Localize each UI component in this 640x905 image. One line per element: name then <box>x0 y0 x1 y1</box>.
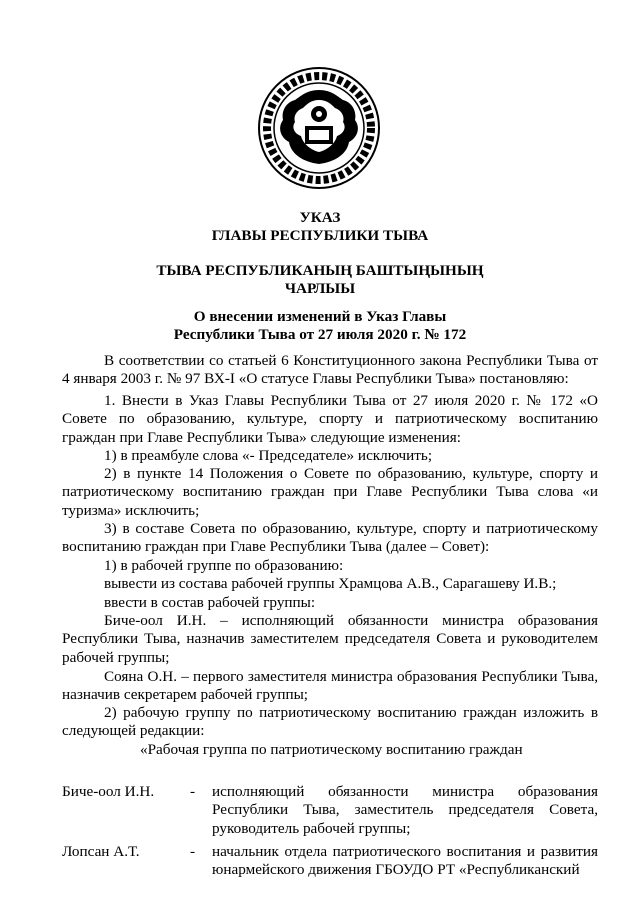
subitem-1-member-1-paragraph: Биче-оол И.Н. – исполняющий обязанности министра образования Республики Тыва, назначив заместителем председателя Совета и руководителем рабочей группы; <box>62 612 598 666</box>
preamble-paragraph: В соответствии со статьей 6 Конституционного закона Республики Тыва от 4 января 2003 г. № 97 ВХ-I «О статусе Главы Республики Тыва» постановляю: <box>62 352 598 388</box>
item-1-2-paragraph: 2) в пункте 14 Положения о Совете по образованию, культуре, спорту и патриотическому воспитанию граждан при Главе Республики Тыва слова «и туризма» исключить; <box>62 465 598 519</box>
subitem-2-paragraph: 2) рабочую группу по патриотическому воспитанию граждан изложить в следующей редакции: <box>62 704 598 740</box>
group-title: «Рабочая группа по патриотическому воспитанию граждан <box>140 741 523 758</box>
decree-issuer: ГЛАВЫ РЕСПУБЛИКИ ТЫВА <box>211 227 429 244</box>
subitem-1-remove-paragraph: вывести из состава рабочей группы Храмцова А.В., Сарагашеву И.В.; <box>104 575 557 592</box>
decree-title-tuvan: ТЫВА РЕСПУБЛИКАНЫҢ БАШТЫҢЫНЫҢ <box>156 262 484 279</box>
member-dash: - <box>190 783 196 800</box>
item-1-paragraph: 1. Внести в Указ Главы Республики Тыва от 27 июля 2020 г. № 172 «О Совете по образованию, культуре, спорту и патриотическому воспитанию граждан при Главе Республики Тыва» следующие изменения: <box>62 392 598 446</box>
decree-subject-line-1: О внесении изменений в Указ Главы <box>193 308 447 325</box>
subitem-1-paragraph: 1) в рабочей группе по образованию: <box>104 557 344 574</box>
decree-title-tuvan-2: ЧАРЛЫЫ <box>284 280 356 297</box>
member-role: начальник отдела патриотического воспитания и развития юнармейского движения ГБОУДО РТ «Республиканский <box>212 843 598 879</box>
decree-subject-line-2: Республики Тыва от 27 июля 2020 г. № 172 <box>173 326 467 343</box>
item-1-1-paragraph: 1) в преамбуле слова «- Председателе» исключить; <box>104 447 433 464</box>
member-dash: - <box>190 843 196 860</box>
coat-of-arms-emblem-icon <box>257 66 381 190</box>
subitem-1-add-paragraph: ввести в состав рабочей группы: <box>104 594 316 611</box>
item-1-3-paragraph: 3) в составе Совета по образованию, культуре, спорту и патриотическому воспитанию граждан при Главе Республики Тыва (далее – Совет): <box>62 520 598 556</box>
member-name: Лопсан А.Т. <box>62 843 140 860</box>
member-name: Биче-оол И.Н. <box>62 783 155 800</box>
subitem-1-member-2-paragraph: Сояна О.Н. – первого заместителя министра образования Республики Тыва, назначив секретарем рабочей группы; <box>62 668 598 704</box>
member-role: исполняющий обязанности министра образования Республики Тыва, заместитель председателя Совета, руководитель рабочей группы; <box>212 783 598 837</box>
decree-title: УКАЗ <box>299 209 341 226</box>
